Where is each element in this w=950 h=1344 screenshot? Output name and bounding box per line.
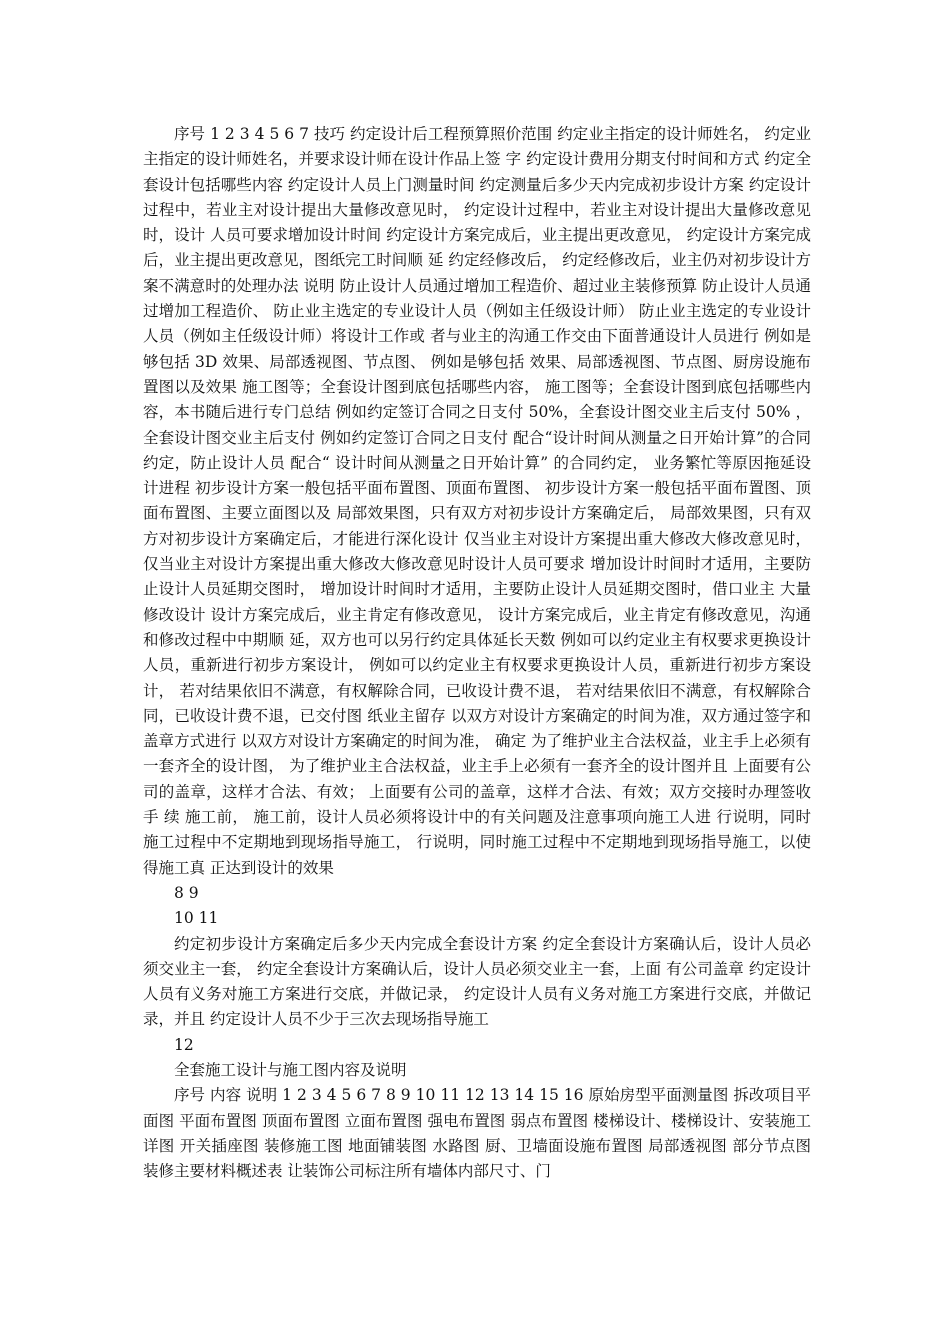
paragraph-tips-table: 序号 1 2 3 4 5 6 7 技巧 约定设计后工程预算照价范围 约定业主指定的设计师姓名， 约定业主指定的设计师姓名，并要求设计师在设计作品上签 字 约定设计费用分期支付时间和方式 约定全套设计包括哪些内容 约定设计人员上门测量时间 约定测量后多少天内完成初步设计方案 约定设计过程中，若业主对设计提出大量修改意见时， 约定设计过程中，若业主对设计提出大量修改意见时，设计 人员可要求增加设计时间 约定设计方案完成后，业主提出更改意见， 约定设计方案完成后，业主提出更改意见，图纸完工时间顺 延 约定经修改后， 约定经修改后，业主仍对初步设计方案不满意时的处理办法 说明 防止设计人员通过增加工程造价、超过业主装修预算 防止设计人员通过增加工程造价、 防止业主选定的专业设计人员（例如主任级设计师） 防止业主选定的专业设计人员（例如主任级设计师）将设计工作或 者与业主的沟通工作交由下面普通设计人员进行 例如是够包括 3D 效果、局部透视图、节点图、 例如是够包括 效果、局部透视图、节点图、厨房设施布置图以及效果 施工图等；全套设计图到底包括哪些内容， 施工图等；全套设计图到底包括哪些内容，本书随后进行专门总结 例如约定签订合同之日支付 50%，全套设计图交业主后支付 50% ，全套设计图交业主后支付 例如约定签订合同之日支付 配合“设计时间从测量之日开始计算”的合同约定，防止设计人员 配合“ 设计时间从测量之日开始计算” 的合同约定， 业务繁忙等原因拖延设计进程 初步设计方案一般包括平面布置图、顶面布置图、 初步设计方案一般包括平面布置图、顶面布置图、主要立面图以及 局部效果图，只有双方对初步设计方案确定后， 局部效果图，只有双方对初步设计方案确定后，才能进行深化设计 仅当业主对设计方案提出重大修改大修改意见时， 仅当业主对设计方案提出重大修改大修改意见时设计人员可要求 增加设计时间时才适用，主要防止设计人员延期交图时， 增加设计时间时才适用，主要防止设计人员延期交图时，借口业主 大量修改设计 设计方案完成后，业主肯定有修改意见， 设计方案完成后，业主肯定有修改意见，沟通和修改过程中中期顺 延，双方也可以另行约定具体延长天数 例如可以约定业主有权要求更换设计人员，重新进行初步方案设计， 例如可以约定业主有权要求更换设计人员，重新进行初步方案设计， 若对结果依旧不满意，有权解除合同，已收设计费不退， 若对结果依旧不满意，有权解除合同，已收设计费不退，已交付图 纸业主留存 以双方对设计方案确定的时间为准，双方通过签字和盖章方式进行 以双方对设计方案确定的时间为准， 确定 为了维护业主合法权益，业主手上必须有一套齐全的设计图， 为了维护业主合法权益，业主手上必须有一套齐全的设计图并且 上面要有公司的盖章，这样才合法、有效； 上面要有公司的盖章，这样才合法、有效；双方交接时办理签收手 续 施工前， 施工前，设计人员必须将设计中的有关问题及注意事项向施工人进 行说明，同时施工过程中不定期地到现场指导施工， 行说明，同时施工过程中不定期地到现场指导施工，以使得施工真 正达到设计的效果 <box>143 125 811 877</box>
paragraph-full-design-terms: 约定初步设计方案确定后多少天内完成全套设计方案 约定全套设计方案确认后，设计人员必须交业主一套， 约定全套设计方案确认后，设计人员必须交业主一套，上面 有公司盖章 约定设计人员有义务对施工方案进行交底，并做记录， 约定设计人员有义务对施工方案进行交底，并做记录，并且 约定设计人员不少于三次去现场指导施工 <box>143 934 811 1029</box>
paragraph-drawing-list: 序号 内容 说明 1 2 3 4 5 6 7 8 9 10 11 12 13 14 15 16 原始房型平面测量图 拆改项目平面图 平面布置图 顶面布置图 立面布置图 强电布置图 弱点布置图 楼梯设计、楼梯设计、安装施工详图 开关插座图 装修施工图 地面铺装图 水路图 厨、卫墙面设施布置图 局部透视图 部分节点图 装修主要材料概述表 让装饰公司标注所有墙体内部尺寸、门 <box>143 1086 811 1181</box>
paragraph-row-numbers-10-11: 10 11 <box>174 909 219 928</box>
document-body <box>143 122 811 1184</box>
section-heading: 全套施工设计与施工图内容及说明 <box>174 1060 407 1079</box>
paragraph-row-numbers-8-9: 8 9 <box>174 883 199 902</box>
paragraph-row-number-12: 12 <box>174 1035 194 1054</box>
